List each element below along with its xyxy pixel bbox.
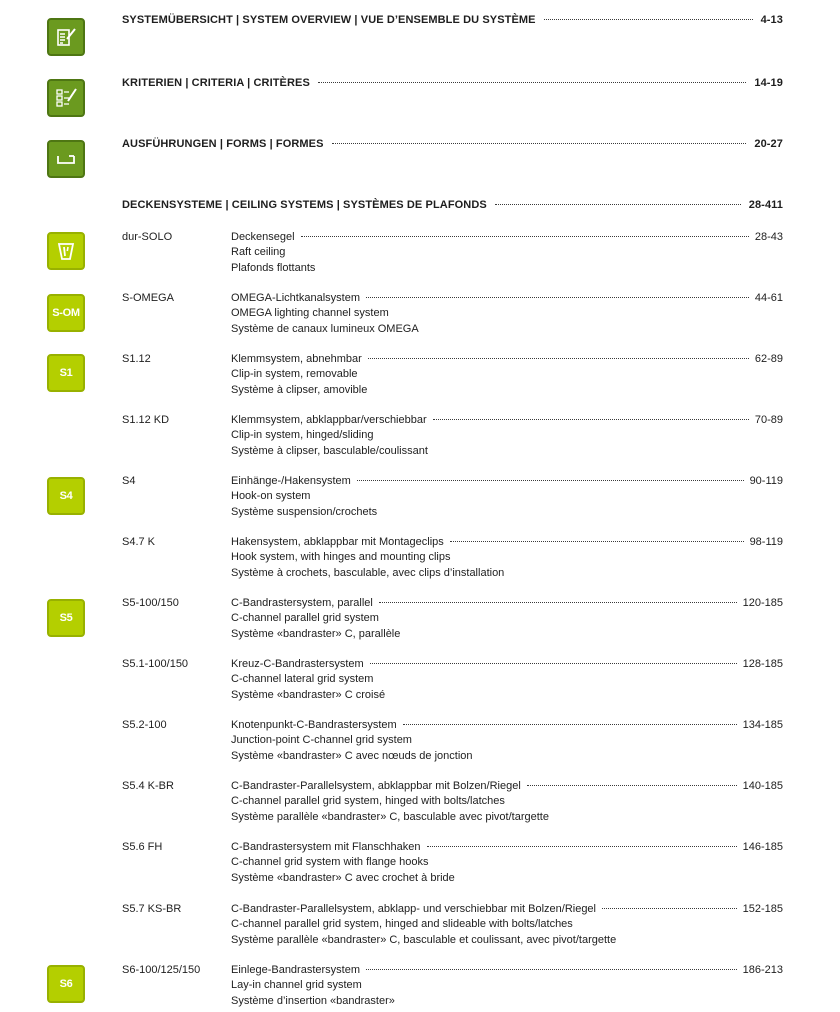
name-fr: Système parallèle «bandraster» C, basculable et coulissant, avec pivot/targette <box>231 933 617 946</box>
system-code: S5.1-100/150 <box>122 658 189 670</box>
name-en: Clip-in system, removable <box>231 368 358 381</box>
entry-line-de <box>231 352 783 367</box>
entry-line-de <box>231 474 783 489</box>
section-pages: 20-27 <box>754 138 783 150</box>
name-en: C-channel lateral grid system <box>231 673 374 686</box>
entry-pages: 146-185 <box>742 841 783 853</box>
leader-dots <box>527 785 737 786</box>
name-de: C-Bandraster-Parallelsystem, abklapp- und verschiebbar mit Bolzen/Riegel <box>231 903 596 915</box>
leader-dots <box>427 846 737 847</box>
system-description <box>231 413 783 459</box>
name-fr: Système à clipser, basculable/coulissant <box>231 444 428 457</box>
name-de: OMEGA-Lichtkanalsystem <box>231 292 360 304</box>
name-de: Kreuz-C-Bandrastersystem <box>231 658 364 670</box>
system-description <box>231 657 783 703</box>
entry-line-de <box>231 596 783 611</box>
name-en: C-channel parallel grid system <box>231 612 379 625</box>
name-en: Hook-on system <box>231 490 311 503</box>
system-code: S5.6 FH <box>122 841 163 853</box>
system-code: S1.12 <box>122 353 151 365</box>
entry-line-de <box>231 413 783 428</box>
badge-label: S5 <box>59 612 73 624</box>
system-description <box>231 718 783 764</box>
leader-dots <box>366 969 737 970</box>
entry-line-de <box>231 902 783 917</box>
badge-label: S6 <box>59 978 73 990</box>
system-code: S1.12 KD <box>122 414 170 426</box>
system-code: S4.7 K <box>122 536 156 548</box>
section-pages: 4-13 <box>760 14 783 26</box>
entry-line-de <box>231 535 783 550</box>
entry-pages: 44-61 <box>754 292 783 304</box>
entry-pages: 62-89 <box>754 353 783 365</box>
name-fr: Système «bandraster» C croisé <box>231 688 386 701</box>
s5-badge[interactable] <box>47 599 85 637</box>
section-title: SYSTEMÜBERSICHT | SYSTEM OVERVIEW | VUE D’ENSEMBLE DU SYSTÈME <box>122 14 536 26</box>
badge-label: S1 <box>59 367 73 379</box>
entry-line-de <box>231 963 783 978</box>
entry-pages: 28-43 <box>754 231 783 243</box>
leader-dots <box>433 419 749 420</box>
section-header-criteria[interactable] <box>122 77 783 89</box>
section-header-overview[interactable] <box>122 14 783 26</box>
name-fr: Système de canaux lumineux OMEGA <box>231 322 419 335</box>
name-en: Clip-in system, hinged/sliding <box>231 429 374 442</box>
section-title: DECKENSYSTEME | CEILING SYSTEMS | SYSTÈMES DE PLAFONDS <box>122 199 487 211</box>
entry-pages: 186-213 <box>742 964 783 976</box>
system-code: S5.7 KS-BR <box>122 903 182 915</box>
system-description <box>231 230 783 276</box>
section-header-ceiling-systems[interactable] <box>122 199 783 211</box>
raft-ceiling-icon <box>54 239 78 263</box>
system-overview-badge[interactable] <box>47 18 85 56</box>
leader-dots <box>450 541 744 542</box>
system-description <box>231 840 783 886</box>
checklist-pen-icon <box>54 25 78 49</box>
leader-dots <box>357 480 744 481</box>
system-description <box>231 963 783 1009</box>
entry-pages: 98-119 <box>749 536 783 548</box>
system-code: S4 <box>122 475 136 487</box>
name-en: Hook system, with hinges and mounting clips <box>231 551 451 564</box>
name-fr: Système à clipser, amovible <box>231 383 368 396</box>
name-en: OMEGA lighting channel system <box>231 307 389 320</box>
name-de: Deckensegel <box>231 231 295 243</box>
name-de: C-Bandrastersystem, parallel <box>231 597 373 609</box>
system-description <box>231 535 783 581</box>
system-description <box>231 902 783 948</box>
entry-line-de <box>231 291 783 306</box>
entry-pages: 70-89 <box>754 414 783 426</box>
entry-line-de <box>231 657 783 672</box>
badge-label: S-OM <box>52 307 80 319</box>
section-title: AUSFÜHRUNGEN | FORMS | FORMES <box>122 138 324 150</box>
leader-dots <box>318 82 746 83</box>
entry-pages: 152-185 <box>742 903 783 915</box>
name-en: Raft ceiling <box>231 246 286 259</box>
forms-badge[interactable] <box>47 140 85 178</box>
name-fr: Plafonds flottants <box>231 261 316 274</box>
entry-line-de <box>231 230 783 245</box>
leader-dots <box>544 19 753 20</box>
name-en: C-channel grid system with flange hooks <box>231 856 429 869</box>
name-de: Einlege-Bandrastersystem <box>231 964 361 976</box>
system-code: S5.4 K-BR <box>122 780 174 792</box>
leader-dots <box>403 724 737 725</box>
name-de: Klemmsystem, abnehmbar <box>231 353 362 365</box>
section-pages: 28-411 <box>748 199 783 211</box>
entry-pages: 90-119 <box>749 475 783 487</box>
s6-badge[interactable] <box>47 965 85 1003</box>
entry-line-de <box>231 718 783 733</box>
system-code: dur-SOLO <box>122 231 173 243</box>
leader-dots <box>368 358 749 359</box>
entry-pages: 128-185 <box>742 658 783 670</box>
name-en: C-channel parallel grid system, hinged and slideable with bolts/latches <box>231 918 573 931</box>
name-fr: Système à crochets, basculable, avec clips d’installation <box>231 566 505 579</box>
criteria-badge[interactable] <box>47 79 85 117</box>
name-de: C-Bandraster-Parallelsystem, abklappbar mit Bolzen/Riegel <box>231 780 521 792</box>
entry-pages: 120-185 <box>742 597 783 609</box>
name-de: Knotenpunkt-C-Bandrastersystem <box>231 719 397 731</box>
form-profile-icon <box>54 147 78 171</box>
name-fr: Système «bandraster» C avec nœuds de jonction <box>231 749 473 762</box>
name-fr: Système «bandraster» C avec crochet à bride <box>231 871 455 884</box>
name-fr: Système parallèle «bandraster» C, basculable avec pivot/targette <box>231 810 549 823</box>
name-fr: Système suspension/crochets <box>231 505 378 518</box>
leader-dots <box>301 236 749 237</box>
entry-pages: 134-185 <box>742 719 783 731</box>
system-code: S5-100/150 <box>122 597 179 609</box>
name-de: C-Bandrastersystem mit Flanschhaken <box>231 841 421 853</box>
system-code: S6-100/125/150 <box>122 964 201 976</box>
section-header-forms[interactable] <box>122 138 783 150</box>
section-title: KRITERIEN | CRITERIA | CRITÈRES <box>122 77 310 89</box>
system-description <box>231 352 783 398</box>
s4-badge[interactable] <box>47 477 85 515</box>
leader-dots <box>370 663 737 664</box>
system-description <box>231 291 783 337</box>
name-en: C-channel parallel grid system, hinged with bolts/latches <box>231 795 505 808</box>
name-de: Hakensystem, abklappbar mit Montageclips <box>231 536 444 548</box>
system-description <box>231 596 783 642</box>
leader-dots <box>379 602 737 603</box>
leader-dots <box>332 143 747 144</box>
name-de: Klemmsystem, abklappbar/verschiebbar <box>231 414 427 426</box>
s-omega-badge[interactable] <box>47 294 85 332</box>
entry-pages: 140-185 <box>742 780 783 792</box>
entry-line-de <box>231 779 783 794</box>
name-en: Lay-in channel grid system <box>231 979 362 992</box>
leader-dots <box>366 297 749 298</box>
name-en: Junction-point C-channel grid system <box>231 734 412 747</box>
system-code: S5.2-100 <box>122 719 167 731</box>
badge-label: S4 <box>59 490 73 502</box>
checklist-pen-icon <box>54 86 78 110</box>
leader-dots <box>495 204 741 205</box>
dur-solo-badge[interactable] <box>47 232 85 270</box>
name-de: Einhänge-/Hakensystem <box>231 475 351 487</box>
section-pages: 14-19 <box>754 77 783 89</box>
system-code: S-OMEGA <box>122 292 174 304</box>
s1-badge[interactable] <box>47 354 85 392</box>
leader-dots <box>602 908 737 909</box>
system-description <box>231 779 783 825</box>
system-description <box>231 474 783 520</box>
name-fr: Système «bandraster» C, parallèle <box>231 627 401 640</box>
name-fr: Système d’insertion «bandraster» <box>231 994 395 1007</box>
entry-line-de <box>231 840 783 855</box>
